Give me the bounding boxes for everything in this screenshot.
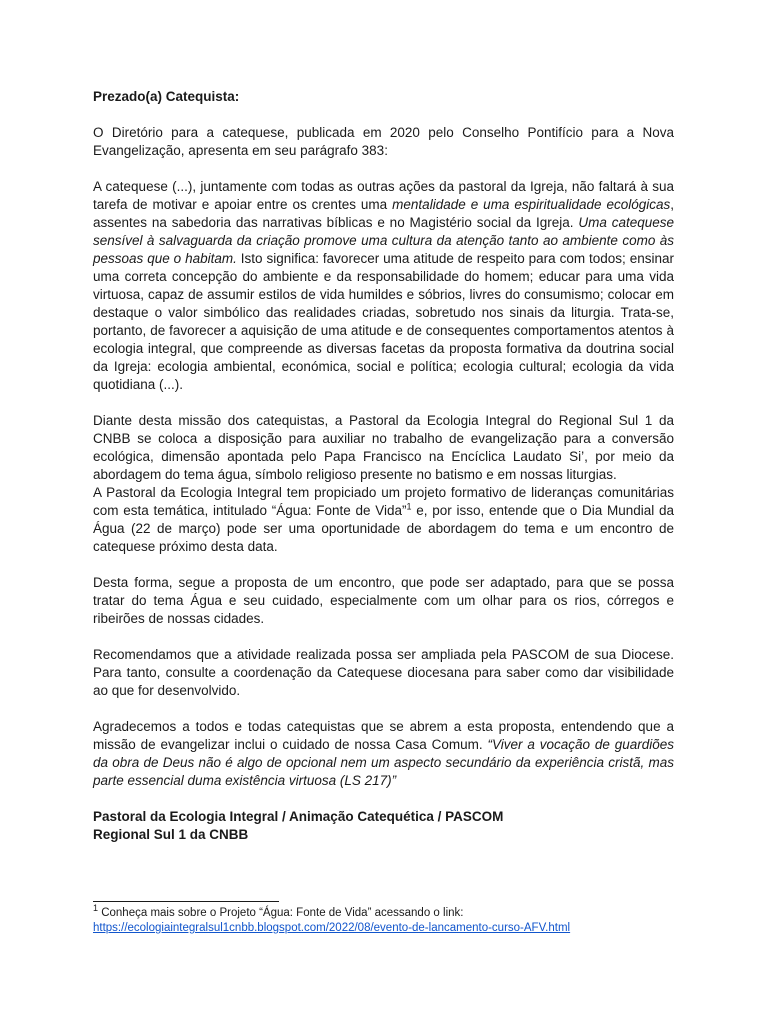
- footnote-reference[interactable]: 1: [406, 501, 412, 512]
- intro-paragraph: O Diretório para a catequese, publicada em 2020 pelo Conselho Pontifício para a Nova Evangelização, apresenta em seu parágrafo 383:: [93, 125, 674, 158]
- thanks-quote: “Viver a vocação de guardiões da obra de Deus não é algo de opcional nem um aspecto secundário da experiência cristã, mas parte essencial duma existência virtuosa (LS 217)”: [93, 737, 674, 788]
- mission-paragraph: Diante desta missão dos catequistas, a Pastoral da Ecologia Integral do Regional Sul 1 da CNBB se coloca a disposição para auxiliar no trabalho de evangelização para a conversão ecológica, dimensão apontada pelo Papa Francisco na Encíclica Laudato Si’, por meio da abordagem do tema água, símbolo religioso presente no batismo e em nossas liturgias.: [93, 413, 674, 482]
- recommend-paragraph: Recomendamos que a atividade realizada possa ser ampliada pela PASCOM de sua Diocese. Para tanto, consulte a coordenação da Catequese diocesana para saber como dar visibilidade ao que for desenvolvido.: [93, 647, 674, 698]
- project-text-after: e, por isso, entende que o Dia Mundial da Água (22 de março) pode ser uma oportunidade de abordagem do tema e um encontro de catequese próximo desta data.: [93, 503, 674, 554]
- greeting: Prezado(a) Catequista:: [93, 89, 240, 104]
- footnote-line: [93, 903, 683, 921]
- footnote-divider: [93, 901, 279, 902]
- signature-line-2: Regional Sul 1 da CNBB: [93, 827, 249, 842]
- quote-text-2: , assentes na sabedoria das narrativas bíblicas e no Magistério social da Igreja.: [93, 197, 675, 230]
- footnote-marker: 1: [93, 903, 99, 914]
- quote-text-1: A catequese (...), juntamente com todas as outras ações da pastoral da Igreja, não faltará à sua tarefa de motivar e apoiar entre os crentes uma: [93, 179, 674, 212]
- quote-text-3: Isto significa: favorecer uma atitude de respeito para com todos; ensinar uma correta concepção do ambiente e da responsabilidade do homem; educar para uma vida virtuosa, capaz de assumir estilos de vida humildes e sóbrios, livres do consumismo; colocar em destaque o valor simbólico das realidades criadas, sobretudo nos sinais da liturgia. Trata-se, portanto, de favorecer a aquisição de uma atitude e de consequentes comportamentos atentos à ecologia integral, que compreende as diversas facetas da proposta formativa da doutrina social da Igreja: ecologia ambiental, económica, social e política; ecologia cultural; ecologia da vida quotidiana (...).: [93, 251, 674, 392]
- footnote-text: Conheça mais sobre o Projeto “Água: Fonte de Vida” acessando o link:: [98, 907, 464, 919]
- proposal-paragraph: Desta forma, segue a proposta de um encontro, que pode ser adaptado, para que se possa tratar do tema Água e seu cuidado, especialmente com um olhar para os rios, córregos e ribeirões de nossas cidades.: [93, 575, 674, 626]
- project-text-before: A Pastoral da Ecologia Integral tem propiciado um projeto formativo de lideranças comunitárias com esta temática, intitulado “Água: Fonte de Vida”: [93, 485, 674, 518]
- footnote-link[interactable]: https://ecologiaintegralsul1cnbb.blogspot.com/2022/08/evento-de-lancamento-curso-AFV.html: [93, 922, 571, 934]
- thanks-text: Agradecemos a todos e todas catequistas que se abrem a esta proposta, entendendo que a missão de evangelizar inclui o cuidado de nossa Casa Comum.: [93, 719, 674, 752]
- project-paragraph: [93, 484, 674, 556]
- signature-line-1: Pastoral da Ecologia Integral / Animação Catequética / PASCOM: [93, 809, 504, 824]
- signature-block: [93, 808, 674, 844]
- quote-italic-2: Uma catequese sensível à salvaguarda da criação promove uma cultura da atenção tanto ao ambiente como às pessoas que o habitam.: [93, 215, 674, 266]
- quote-paragraph: [93, 178, 674, 394]
- quote-italic-1: mentalidade e uma espiritualidade ecológicas: [392, 197, 671, 212]
- footnote: [93, 903, 683, 936]
- thanks-paragraph: [93, 718, 674, 790]
